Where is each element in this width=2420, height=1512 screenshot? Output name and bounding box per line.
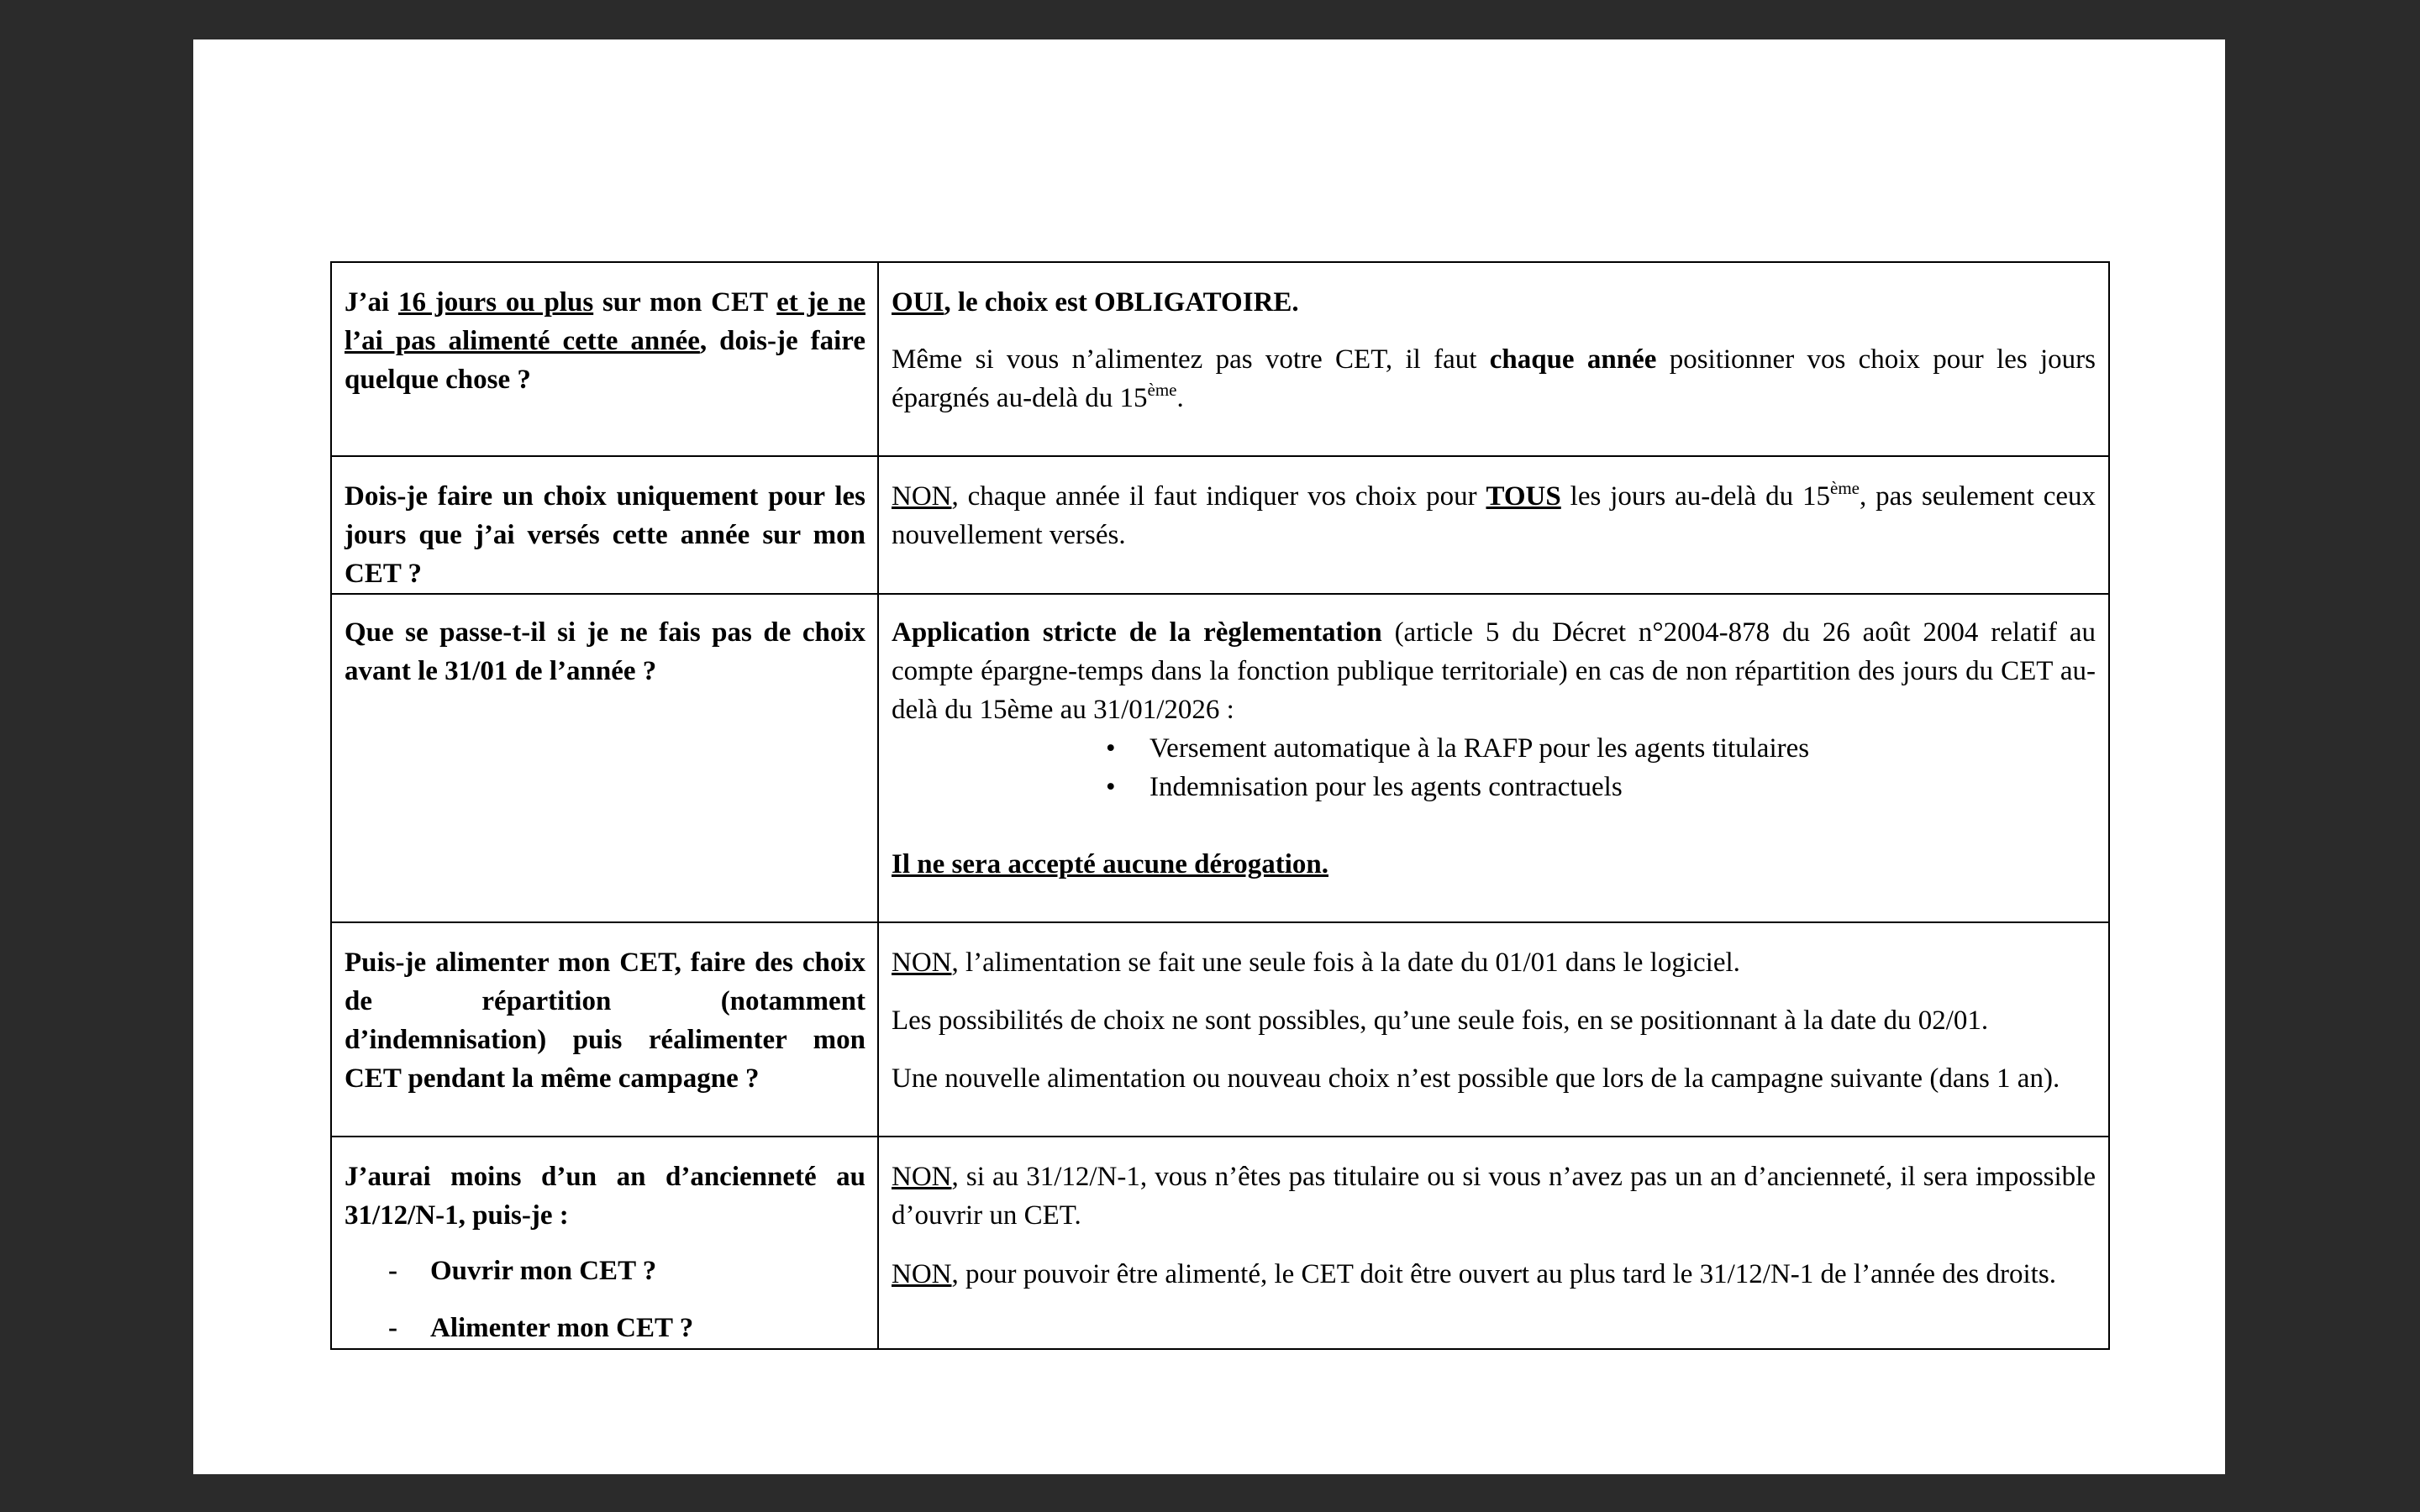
answer-paragraph: NON, pour pouvoir être alimenté, le CET doit être ouvert au plus tard le 31/12/N-1 de l’année des droits. [892,1259,2056,1289]
answer-cell [878,594,2109,922]
question-intro: J’aurai moins d’un an d’ancienneté au 31/12/N-1, puis-je : [345,1162,865,1231]
list-item: - Ouvrir mon CET ? [388,1256,657,1286]
answer-paragraph: Même si vous n’alimentez pas votre CET, il faut chaque année positionner vos choix pour les jours épargnés au-delà du 15ème. [892,344,2096,413]
list-item: • Indemnisation pour les agents contractuels [1106,768,2096,806]
answer-paragraph: OUI, le choix est OBLIGATOIRE. [892,287,1299,318]
answer-cell [878,262,2109,456]
table-row [331,456,2109,594]
answer-cell [878,1137,2109,1349]
table-row [331,594,2109,922]
bullet-list [892,729,2096,806]
bullet-icon: • [1106,772,1116,802]
answer-paragraph: NON, chaque année il faut indiquer vos choix pour TOUS les jours au-delà du 15ème, pas seulement ceux nouvellement versés. [892,478,2096,550]
list-item: - Alimenter mon CET ? [388,1313,694,1343]
note: Il ne sera accepté aucune dérogation. [892,849,1328,879]
answer-paragraph: NON, l’alimentation se fait une seule fois à la date du 01/01 dans le logiciel. [892,948,1740,978]
table-row [331,922,2109,1137]
document-page [193,39,2225,1474]
question-cell: J’ai 16 jours ou plus sur mon CET et je ne l’ai pas alimenté cette année, dois-je faire quelque chose ? [331,262,878,456]
question-cell: Puis-je alimenter mon CET, faire des choix de répartition (notamment d’indemnisation) puis réalimenter mon CET pendant la même campagne ? [331,922,878,1137]
question-cell: Que se passe-t-il si je ne fais pas de choix avant le 31/01 de l’année ? [331,594,878,922]
answer-paragraph: Application stricte de la règlementation (article 5 du Décret n°2004-878 du 26 août 2004 relatif au compte épargne-temps dans la fonction publique territoriale) en cas de non répartition des jours du CET au-delà du 15ème au 31/01/2026 : [892,617,2096,725]
answer-cell [878,922,2109,1137]
question-cell: Dois-je faire un choix uniquement pour les jours que j’ai versés cette année sur mon CET ? [331,456,878,594]
dash-list [345,1252,865,1347]
table-row [331,1137,2109,1349]
list-item: • Versement automatique à la RAFP pour les agents titulaires [1106,729,2096,768]
table-row [331,262,2109,456]
faq-table [330,261,2110,1350]
answer-cell [878,456,2109,594]
question-cell [331,1137,878,1349]
bullet-icon: • [1106,733,1116,764]
answer-paragraph: Une nouvelle alimentation ou nouveau choix n’est possible que lors de la campagne suivante (dans 1 an). [892,1063,2060,1094]
answer-paragraph: NON, si au 31/12/N-1, vous n’êtes pas titulaire ou si vous n’avez pas un an d’ancienneté, il sera impossible d’ouvrir un CET. [892,1162,2096,1231]
answer-paragraph: Les possibilités de choix ne sont possibles, qu’une seule fois, en se positionnant à la date du 02/01. [892,1005,1989,1036]
